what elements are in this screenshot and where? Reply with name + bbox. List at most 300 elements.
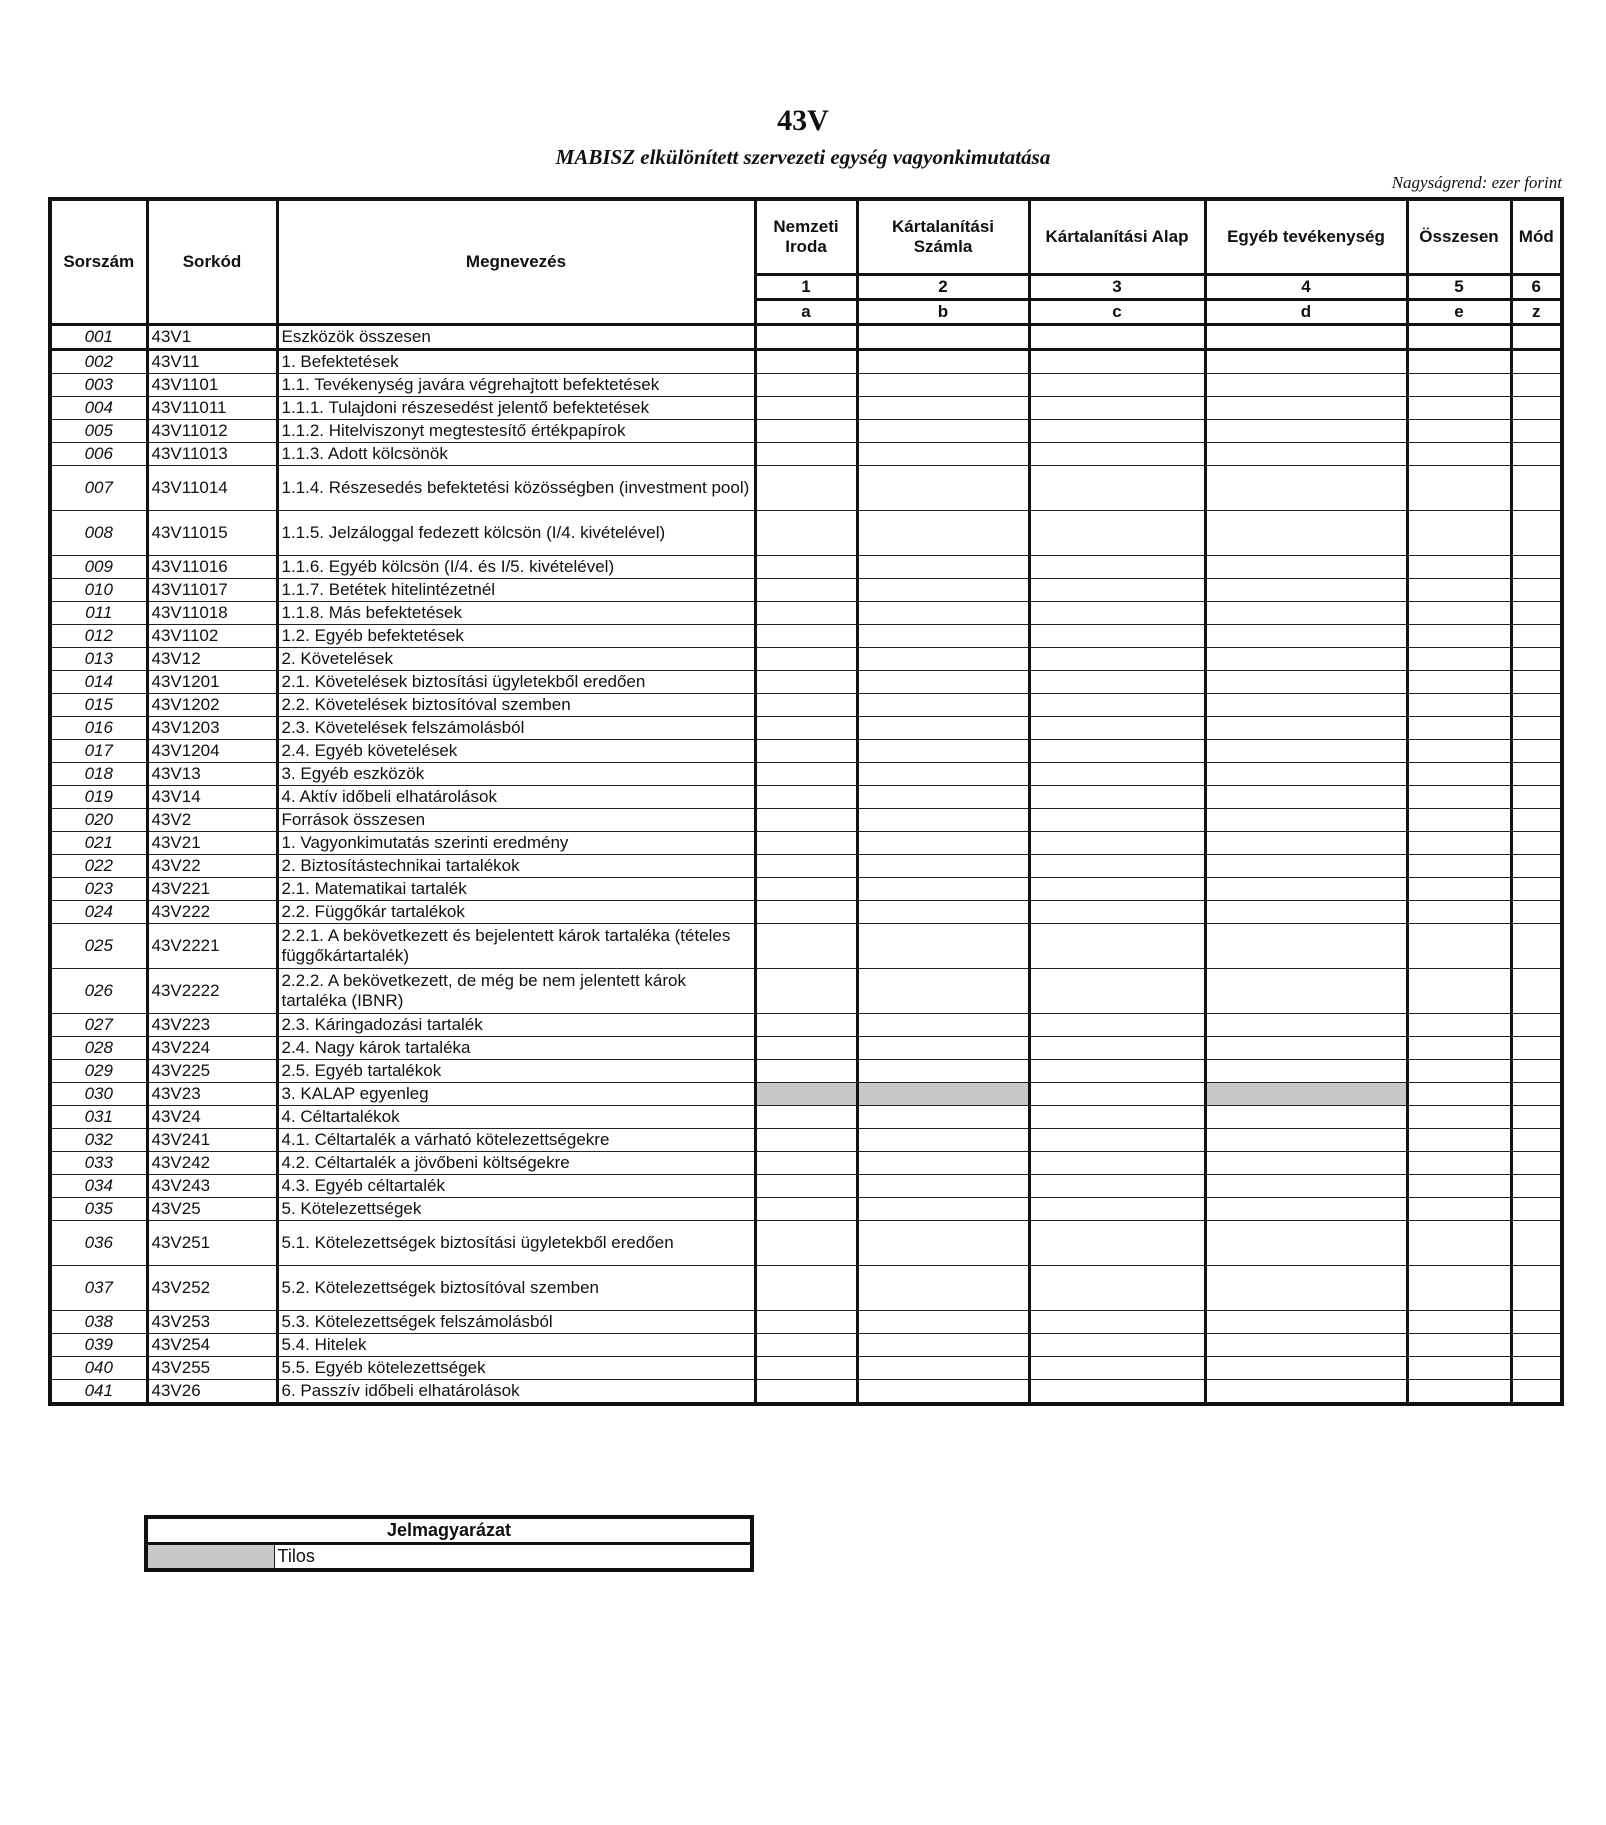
row-value-cell[interactable] (1205, 832, 1407, 855)
row-value-cell[interactable] (1029, 420, 1205, 443)
row-value-cell[interactable] (1511, 1311, 1562, 1334)
row-value-cell[interactable] (1407, 1152, 1511, 1175)
row-value-cell[interactable] (857, 694, 1029, 717)
row-sorszam: 032 (50, 1129, 147, 1152)
row-value-cell[interactable] (1029, 969, 1205, 1014)
row-value-cell[interactable] (1029, 1129, 1205, 1152)
row-value-cell[interactable] (1407, 740, 1511, 763)
row-value-cell[interactable] (1205, 602, 1407, 625)
row-value-cell[interactable] (1511, 694, 1562, 717)
row-value-cell[interactable] (755, 924, 857, 969)
row-sorkod: 43V241 (147, 1129, 277, 1152)
row-value-cell[interactable] (1205, 1014, 1407, 1037)
row-value-cell[interactable] (755, 648, 857, 671)
row-value-cell[interactable] (1407, 374, 1511, 397)
row-value-cell[interactable] (857, 556, 1029, 579)
row-value-cell[interactable] (1029, 1014, 1205, 1037)
row-sorkod: 43V224 (147, 1037, 277, 1060)
row-megnevezes: 5.3. Kötelezettségek felszámolásból (277, 1311, 755, 1334)
row-value-cell[interactable] (1029, 625, 1205, 648)
row-value-cell[interactable] (755, 1311, 857, 1334)
row-sorszam: 011 (50, 602, 147, 625)
row-value-cell[interactable] (1205, 325, 1407, 350)
row-value-cell[interactable] (1029, 671, 1205, 694)
row-value-cell[interactable] (857, 420, 1029, 443)
row-megnevezes: 3. KALAP egyenleg (277, 1083, 755, 1106)
row-value-cell[interactable] (1511, 397, 1562, 420)
row-value-cell[interactable] (1029, 832, 1205, 855)
row-value-cell[interactable] (755, 350, 857, 374)
row-value-cell[interactable] (857, 374, 1029, 397)
row-value-cell[interactable] (1205, 1175, 1407, 1198)
row-value-cell[interactable] (755, 579, 857, 602)
row-value-cell[interactable] (857, 1266, 1029, 1311)
row-value-cell[interactable] (1029, 717, 1205, 740)
row-value-cell[interactable] (1205, 350, 1407, 374)
row-value-cell[interactable] (1407, 1037, 1511, 1060)
row-value-cell[interactable] (1407, 1129, 1511, 1152)
row-value-cell[interactable] (1511, 1357, 1562, 1380)
row-value-cell[interactable] (857, 1152, 1029, 1175)
row-megnevezes: 4. Aktív időbeli elhatárolások (277, 786, 755, 809)
row-value-cell[interactable] (1029, 602, 1205, 625)
row-value-cell[interactable] (755, 1266, 857, 1311)
row-value-cell[interactable] (1029, 1106, 1205, 1129)
table-row (50, 832, 1562, 855)
row-value-cell[interactable] (1407, 579, 1511, 602)
row-sorkod: 43V221 (147, 878, 277, 901)
row-value-cell[interactable] (1511, 809, 1562, 832)
row-value-cell[interactable] (1407, 1380, 1511, 1405)
row-value-cell[interactable] (1205, 901, 1407, 924)
row-value-cell[interactable] (1407, 1014, 1511, 1037)
row-value-cell[interactable] (1407, 924, 1511, 969)
row-value-cell[interactable] (1205, 374, 1407, 397)
row-value-cell[interactable] (1205, 1198, 1407, 1221)
row-value-cell[interactable] (857, 1129, 1029, 1152)
row-value-cell[interactable] (755, 420, 857, 443)
row-value-cell[interactable] (1407, 1175, 1511, 1198)
row-value-cell[interactable] (755, 1152, 857, 1175)
row-value-cell[interactable] (1205, 443, 1407, 466)
row-value-cell[interactable] (1205, 1152, 1407, 1175)
row-value-cell[interactable] (1407, 1221, 1511, 1266)
row-value-cell[interactable] (1205, 648, 1407, 671)
row-value-cell[interactable] (1029, 740, 1205, 763)
row-value-cell[interactable] (1407, 602, 1511, 625)
row-value-cell[interactable] (1511, 466, 1562, 511)
row-value-cell[interactable] (755, 694, 857, 717)
row-value-cell[interactable] (1407, 1198, 1511, 1221)
row-value-cell[interactable] (755, 832, 857, 855)
row-value-cell[interactable] (857, 602, 1029, 625)
row-value-cell[interactable] (755, 1106, 857, 1129)
row-sorkod: 43V255 (147, 1357, 277, 1380)
row-value-cell[interactable] (1407, 420, 1511, 443)
row-value-cell[interactable] (1407, 1357, 1511, 1380)
row-value-cell[interactable] (857, 1037, 1029, 1060)
table-row (50, 648, 1562, 671)
row-value-cell[interactable] (1407, 466, 1511, 511)
row-value-cell[interactable] (1205, 924, 1407, 969)
row-megnevezes: 1.1.8. Más befektetések (277, 602, 755, 625)
row-value-cell[interactable] (1029, 325, 1205, 350)
row-sorszam: 019 (50, 786, 147, 809)
row-value-cell[interactable] (1511, 602, 1562, 625)
row-value-cell[interactable] (1407, 763, 1511, 786)
table-row (50, 1152, 1562, 1175)
row-value-cell[interactable] (1205, 1106, 1407, 1129)
row-value-cell[interactable] (755, 1060, 857, 1083)
row-value-cell[interactable] (1205, 556, 1407, 579)
row-value-cell[interactable] (1205, 1357, 1407, 1380)
table-row (50, 350, 1562, 374)
row-value-cell[interactable] (857, 466, 1029, 511)
row-value-cell[interactable] (1205, 1129, 1407, 1152)
row-megnevezes: 4.3. Egyéb céltartalék (277, 1175, 755, 1198)
row-value-cell[interactable] (1029, 1334, 1205, 1357)
row-value-cell[interactable] (1029, 1083, 1205, 1106)
row-value-cell[interactable] (1029, 809, 1205, 832)
col-code: c (1029, 300, 1205, 325)
row-value-cell[interactable] (1511, 1266, 1562, 1311)
row-value-cell[interactable] (857, 786, 1029, 809)
row-value-cell[interactable] (1407, 786, 1511, 809)
row-sorszam: 027 (50, 1014, 147, 1037)
row-value-cell[interactable] (857, 878, 1029, 901)
row-value-cell[interactable] (857, 763, 1029, 786)
row-value-cell[interactable] (1029, 763, 1205, 786)
row-value-cell[interactable] (1511, 671, 1562, 694)
row-value-cell[interactable] (857, 740, 1029, 763)
row-value-cell[interactable] (755, 511, 857, 556)
row-value-cell[interactable] (1407, 878, 1511, 901)
row-value-cell[interactable] (755, 809, 857, 832)
row-value-cell[interactable] (1511, 1198, 1562, 1221)
row-sorkod: 43V1 (147, 325, 277, 350)
row-value-cell[interactable] (1511, 1014, 1562, 1037)
row-value-cell[interactable] (1205, 786, 1407, 809)
row-value-cell[interactable] (1511, 374, 1562, 397)
row-value-cell[interactable] (857, 1357, 1029, 1380)
row-value-cell[interactable] (857, 832, 1029, 855)
row-value-cell[interactable] (1407, 969, 1511, 1014)
row-value-cell[interactable] (1205, 969, 1407, 1014)
row-value-cell[interactable] (857, 350, 1029, 374)
row-value-cell[interactable] (857, 648, 1029, 671)
row-value-cell[interactable] (857, 1311, 1029, 1334)
row-value-cell[interactable] (755, 602, 857, 625)
row-value-cell[interactable] (1407, 694, 1511, 717)
row-value-cell[interactable] (755, 397, 857, 420)
row-value-cell[interactable] (1407, 1083, 1511, 1106)
row-value-cell[interactable] (755, 556, 857, 579)
row-value-cell[interactable] (1205, 717, 1407, 740)
row-value-cell[interactable] (755, 443, 857, 466)
row-value-cell[interactable] (857, 1380, 1029, 1405)
col-code: a (755, 300, 857, 325)
col-code: e (1407, 300, 1511, 325)
row-value-cell[interactable] (1511, 1175, 1562, 1198)
row-sorszam: 034 (50, 1175, 147, 1198)
row-value-cell[interactable] (1205, 625, 1407, 648)
col-header-nemzeti-iroda: Nemzeti Iroda (755, 199, 857, 275)
row-value-cell[interactable] (1029, 1198, 1205, 1221)
row-value-cell[interactable] (755, 901, 857, 924)
legend-table (144, 1515, 754, 1572)
row-value-cell[interactable] (1205, 694, 1407, 717)
row-value-cell[interactable] (1029, 855, 1205, 878)
row-value-cell[interactable] (1511, 556, 1562, 579)
row-value-cell[interactable] (1205, 1311, 1407, 1334)
row-value-cell[interactable] (1511, 1037, 1562, 1060)
row-value-cell[interactable] (1511, 350, 1562, 374)
row-megnevezes: 2.4. Nagy károk tartaléka (277, 1037, 755, 1060)
row-value-cell[interactable] (755, 1129, 857, 1152)
row-sorszam: 030 (50, 1083, 147, 1106)
row-value-cell[interactable] (1029, 350, 1205, 374)
row-value-cell[interactable] (1029, 1175, 1205, 1198)
row-value-cell[interactable] (1205, 1380, 1407, 1405)
row-value-cell[interactable] (1511, 1380, 1562, 1405)
row-megnevezes: 1.1.1. Tulajdoni részesedést jelentő befektetések (277, 397, 755, 420)
row-value-cell[interactable] (1029, 786, 1205, 809)
row-value-cell[interactable] (755, 786, 857, 809)
row-value-cell[interactable] (1029, 397, 1205, 420)
row-value-cell[interactable] (857, 625, 1029, 648)
row-sorszam: 010 (50, 579, 147, 602)
row-value-cell[interactable] (1205, 763, 1407, 786)
row-value-cell[interactable] (1511, 511, 1562, 556)
row-value-cell[interactable] (857, 1060, 1029, 1083)
row-value-cell[interactable] (1511, 648, 1562, 671)
row-value-cell[interactable] (1029, 466, 1205, 511)
legend-title: Jelmagyarázat (146, 1517, 752, 1544)
row-megnevezes: 1.1.6. Egyéb kölcsön (I/4. és I/5. kivételével) (277, 556, 755, 579)
row-value-cell[interactable] (1511, 1334, 1562, 1357)
row-value-cell[interactable] (1511, 625, 1562, 648)
row-value-cell[interactable] (1407, 717, 1511, 740)
row-value-cell[interactable] (755, 671, 857, 694)
row-value-cell[interactable] (1511, 855, 1562, 878)
row-value-cell[interactable] (755, 1037, 857, 1060)
row-value-cell[interactable] (1205, 579, 1407, 602)
row-value-cell[interactable] (755, 625, 857, 648)
row-value-cell[interactable] (1029, 878, 1205, 901)
row-value-cell[interactable] (1029, 1266, 1205, 1311)
row-value-cell[interactable] (755, 763, 857, 786)
row-value-cell[interactable] (1029, 579, 1205, 602)
row-value-cell[interactable] (1205, 420, 1407, 443)
row-value-cell[interactable] (1407, 901, 1511, 924)
row-value-cell[interactable] (755, 1198, 857, 1221)
row-value-cell[interactable] (1029, 1152, 1205, 1175)
row-value-cell[interactable] (1511, 1152, 1562, 1175)
row-sorkod: 43V11011 (147, 397, 277, 420)
row-value-cell[interactable] (1407, 350, 1511, 374)
row-value-cell[interactable] (1407, 625, 1511, 648)
row-sorszam: 039 (50, 1334, 147, 1357)
row-value-cell[interactable] (755, 1221, 857, 1266)
row-value-cell[interactable] (1205, 1037, 1407, 1060)
row-sorkod: 43V25 (147, 1198, 277, 1221)
row-value-cell[interactable] (1407, 671, 1511, 694)
row-value-cell[interactable] (1407, 443, 1511, 466)
row-value-cell[interactable] (857, 924, 1029, 969)
row-value-cell[interactable] (1029, 1357, 1205, 1380)
row-value-cell[interactable] (1511, 579, 1562, 602)
row-value-cell[interactable] (1205, 855, 1407, 878)
row-value-cell[interactable] (1029, 443, 1205, 466)
row-sorszam: 012 (50, 625, 147, 648)
row-value-cell[interactable] (857, 579, 1029, 602)
row-value-cell[interactable] (1205, 1334, 1407, 1357)
col-num: 6 (1511, 275, 1562, 300)
row-megnevezes: 1.1.4. Részesedés befektetési közösségben (investment pool) (277, 466, 755, 511)
row-value-cell[interactable] (857, 901, 1029, 924)
row-value-cell[interactable] (755, 1334, 857, 1357)
row-value-cell[interactable] (1511, 832, 1562, 855)
row-value-cell[interactable] (1029, 511, 1205, 556)
row-value-cell[interactable] (857, 397, 1029, 420)
row-value-cell[interactable] (1407, 1060, 1511, 1083)
row-value-cell[interactable] (1029, 1037, 1205, 1060)
row-value-cell[interactable] (857, 1014, 1029, 1037)
row-value-cell[interactable] (1511, 1129, 1562, 1152)
row-value-cell[interactable] (857, 1083, 1029, 1106)
row-value-cell[interactable] (857, 325, 1029, 350)
row-value-cell[interactable] (1205, 1266, 1407, 1311)
col-header-egyeb-tevekenyseg: Egyéb tevékenység (1205, 199, 1407, 275)
row-value-cell[interactable] (1511, 969, 1562, 1014)
row-value-cell[interactable] (1407, 809, 1511, 832)
table-row (50, 809, 1562, 832)
row-value-cell[interactable] (1029, 901, 1205, 924)
col-num: 1 (755, 275, 857, 300)
row-value-cell[interactable] (1205, 671, 1407, 694)
row-value-cell[interactable] (1029, 1380, 1205, 1405)
row-value-cell[interactable] (857, 511, 1029, 556)
row-value-cell[interactable] (1407, 855, 1511, 878)
row-value-cell[interactable] (1205, 466, 1407, 511)
row-value-cell[interactable] (857, 1175, 1029, 1198)
table-row (50, 1311, 1562, 1334)
row-value-cell[interactable] (1407, 511, 1511, 556)
row-value-cell[interactable] (857, 717, 1029, 740)
row-value-cell[interactable] (755, 740, 857, 763)
row-value-cell[interactable] (755, 1083, 857, 1106)
row-value-cell[interactable] (1511, 786, 1562, 809)
row-value-cell[interactable] (1511, 740, 1562, 763)
row-value-cell[interactable] (1205, 740, 1407, 763)
row-value-cell[interactable] (1205, 397, 1407, 420)
row-value-cell[interactable] (755, 325, 857, 350)
row-value-cell[interactable] (755, 1380, 857, 1405)
row-value-cell[interactable] (755, 878, 857, 901)
row-value-cell[interactable] (1029, 648, 1205, 671)
col-code: b (857, 300, 1029, 325)
row-value-cell[interactable] (1029, 694, 1205, 717)
row-value-cell[interactable] (1511, 878, 1562, 901)
row-value-cell[interactable] (755, 374, 857, 397)
row-value-cell[interactable] (1511, 717, 1562, 740)
row-value-cell[interactable] (1029, 374, 1205, 397)
row-value-cell[interactable] (1205, 809, 1407, 832)
row-value-cell[interactable] (1407, 325, 1511, 350)
row-sorkod: 43V21 (147, 832, 277, 855)
row-value-cell[interactable] (857, 855, 1029, 878)
row-value-cell[interactable] (1407, 832, 1511, 855)
row-value-cell[interactable] (755, 717, 857, 740)
row-value-cell[interactable] (1511, 1221, 1562, 1266)
row-value-cell[interactable] (1029, 1221, 1205, 1266)
row-value-cell[interactable] (1029, 1060, 1205, 1083)
row-value-cell[interactable] (1029, 556, 1205, 579)
row-value-cell[interactable] (857, 443, 1029, 466)
row-sorkod: 43V23 (147, 1083, 277, 1106)
row-value-cell[interactable] (857, 671, 1029, 694)
row-sorszam: 024 (50, 901, 147, 924)
row-sorszam: 008 (50, 511, 147, 556)
row-sorszam: 028 (50, 1037, 147, 1060)
row-value-cell[interactable] (1205, 511, 1407, 556)
row-value-cell[interactable] (857, 1106, 1029, 1129)
row-value-cell[interactable] (857, 1221, 1029, 1266)
row-sorszam: 036 (50, 1221, 147, 1266)
row-value-cell[interactable] (857, 1334, 1029, 1357)
row-value-cell[interactable] (1511, 420, 1562, 443)
row-value-cell[interactable] (857, 1198, 1029, 1221)
row-value-cell[interactable] (1511, 901, 1562, 924)
row-value-cell[interactable] (755, 1014, 857, 1037)
row-value-cell[interactable] (1511, 325, 1562, 350)
row-value-cell[interactable] (1205, 1221, 1407, 1266)
row-value-cell[interactable] (1407, 1106, 1511, 1129)
row-value-cell[interactable] (1511, 924, 1562, 969)
row-value-cell[interactable] (1407, 556, 1511, 579)
table-row (50, 1060, 1562, 1083)
table-row (50, 786, 1562, 809)
col-num: 5 (1407, 275, 1511, 300)
row-value-cell[interactable] (755, 1175, 857, 1198)
row-value-cell[interactable] (1205, 878, 1407, 901)
row-value-cell[interactable] (1511, 1106, 1562, 1129)
table-row (50, 466, 1562, 511)
row-value-cell[interactable] (1407, 1311, 1511, 1334)
row-value-cell[interactable] (1407, 397, 1511, 420)
row-value-cell[interactable] (1029, 1311, 1205, 1334)
row-value-cell[interactable] (1205, 1083, 1407, 1106)
row-value-cell[interactable] (1511, 443, 1562, 466)
row-sorszam: 022 (50, 855, 147, 878)
row-value-cell[interactable] (857, 809, 1029, 832)
row-sorszam: 018 (50, 763, 147, 786)
row-value-cell[interactable] (1511, 1083, 1562, 1106)
row-value-cell[interactable] (1511, 763, 1562, 786)
row-value-cell[interactable] (857, 969, 1029, 1014)
row-value-cell[interactable] (1407, 1334, 1511, 1357)
row-value-cell[interactable] (1205, 1060, 1407, 1083)
row-value-cell[interactable] (755, 466, 857, 511)
legend-label: Tilos (274, 1544, 752, 1571)
row-value-cell[interactable] (755, 969, 857, 1014)
row-value-cell[interactable] (1511, 1060, 1562, 1083)
row-value-cell[interactable] (1407, 1266, 1511, 1311)
row-value-cell[interactable] (1029, 924, 1205, 969)
row-value-cell[interactable] (755, 1357, 857, 1380)
row-value-cell[interactable] (755, 855, 857, 878)
row-value-cell[interactable] (1407, 648, 1511, 671)
